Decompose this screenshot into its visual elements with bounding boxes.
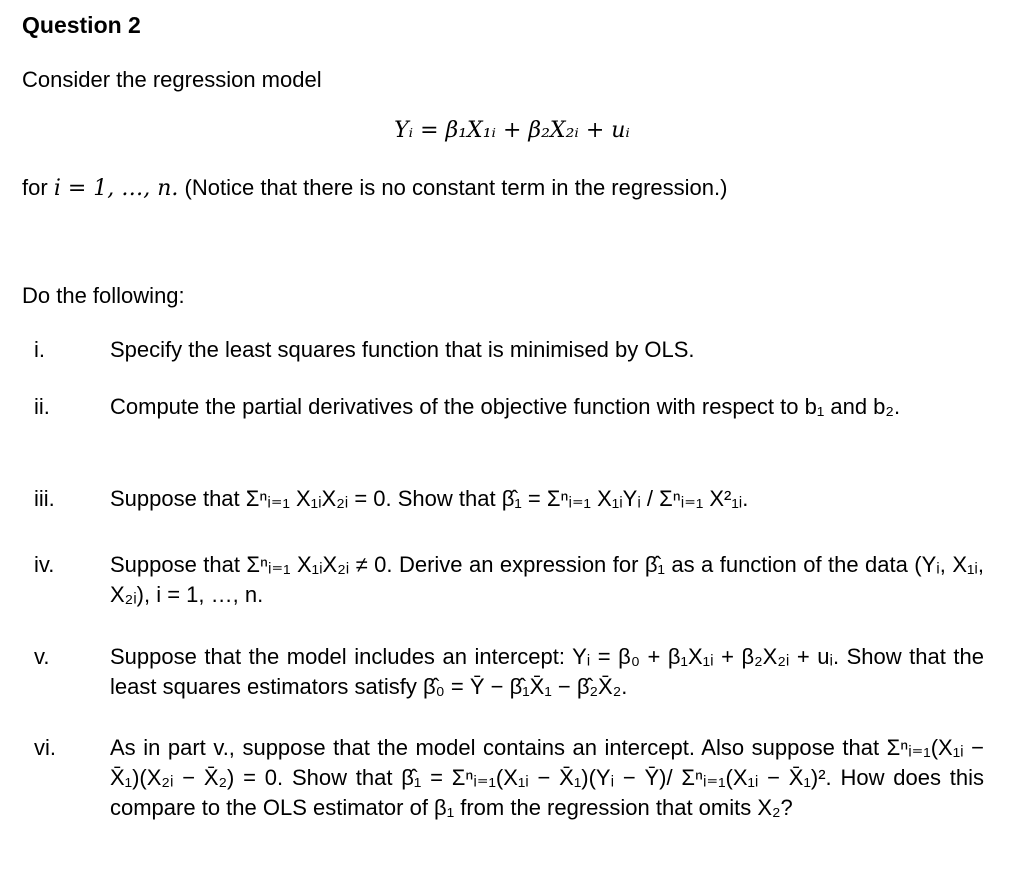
- item-text: Suppose that the model includes an intercept: Yᵢ = β₀ + β₁X₁ᵢ + β₂X₂ᵢ + uᵢ. Show that the least squares estimators satisfy β̂₀ = Ȳ − β̂₁X̄₁ − β̂₂X̄₂.: [110, 644, 984, 699]
- item-number: ii.: [34, 394, 50, 419]
- item-number: i.: [34, 337, 45, 362]
- item-number: v.: [34, 644, 50, 669]
- intro-text: Consider the regression model: [22, 67, 322, 92]
- item-text: Suppose that Σⁿᵢ₌₁ X₁ᵢX₂ᵢ ≠ 0. Derive an expression for β̂₁ as a function of the data (Yᵢ, X₁ᵢ, X₂ᵢ), i = 1, …, n.: [110, 552, 984, 607]
- no-constant-note: (Notice that there is no constant term in the regression.): [184, 175, 728, 200]
- instructions-heading: Do the following:: [22, 283, 185, 308]
- index-range: i = 1, …, n.: [53, 176, 179, 201]
- item-number: iii.: [34, 486, 55, 511]
- item-text: As in part v., suppose that the model contains an intercept. Also suppose that Σⁿᵢ₌₁(X₁ᵢ − X̄₁)(X₂ᵢ − X̄₂) = 0. Show that β̂₁ = Σⁿᵢ₌₁(X₁ᵢ − X̄₁)(Yᵢ − Ȳ)/ Σⁿᵢ₌₁(X₁ᵢ − X̄₁)². How does this compare to the OLS estimator of β₁ from the regression that omits X₂?: [110, 735, 984, 820]
- regression-equation: Yᵢ = β₁X₁ᵢ + β₂X₂ᵢ + uᵢ: [394, 118, 630, 143]
- item-number: vi.: [34, 735, 56, 760]
- item-number: iv.: [34, 552, 55, 577]
- item-text: Specify the least squares function that is minimised by OLS.: [110, 337, 695, 362]
- item-text: Compute the partial derivatives of the objective function with respect to b₁ and b₂.: [110, 394, 901, 419]
- index-range-line: [22, 175, 727, 201]
- question-heading: Question 2: [22, 12, 141, 38]
- for-prefix: for: [22, 175, 48, 200]
- item-text: Suppose that Σⁿᵢ₌₁ X₁ᵢX₂ᵢ = 0. Show that β̂₁ = Σⁿᵢ₌₁ X₁ᵢYᵢ / Σⁿᵢ₌₁ X²₁ᵢ.: [110, 486, 749, 511]
